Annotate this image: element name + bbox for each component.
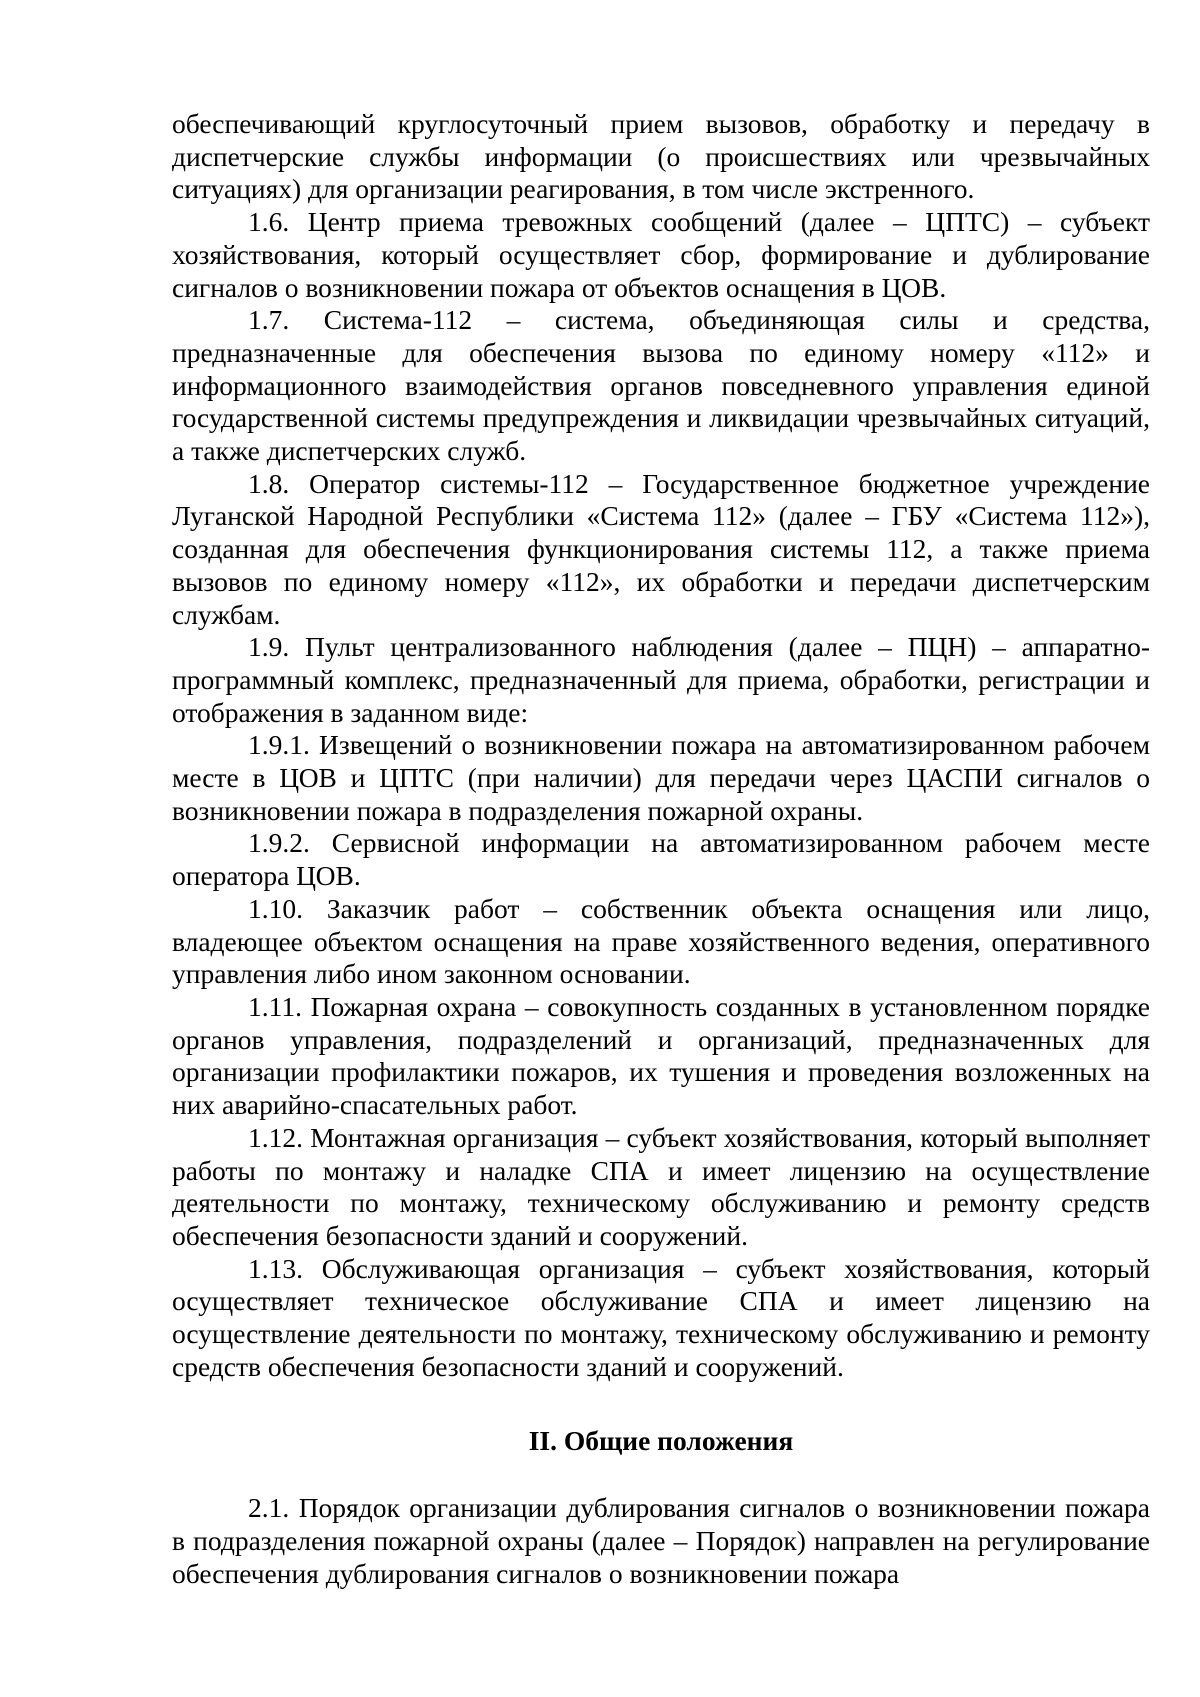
paragraph-1-12: 1.12. Монтажная организация – субъект хозяйствования, который выполняет работы по монтажу и наладке СПА и имеет лицензию на осуществление деятельности по монтажу, техническому обслуживанию и ремонту средств обеспечения безопасности зданий и сооружений.	[172, 1121, 1150, 1251]
paragraph-1-11: 1.11. Пожарная охрана – совокупность созданных в установленном порядке органов управления, подразделений и организаций, предназначенных для организации профилактики пожаров, их тушения и проведения возложенных на них аварийно-спасательных работ.	[172, 990, 1150, 1121]
paragraph-1-9: 1.9. Пульт централизованного наблюдения (далее – ПЦН) – аппаратно-программный комплекс, предназначенный для приема, обработки, регистрации и отображения в заданном виде:	[172, 631, 1150, 728]
paragraph-1-13: 1.13. Обслуживающая организация – субъект хозяйствования, который осуществляет техническое обслуживание СПА и имеет лицензию на осуществление деятельности по монтажу, техническому обслуживанию и ремонту средств обеспечения безопасности зданий и сооружений.	[172, 1252, 1150, 1382]
paragraph-1-10: 1.10. Заказчик работ – собственник объекта оснащения или лицо, владеющее объектом оснащения на праве хозяйственного ведения, оперативного управления либо ином законном основании.	[172, 892, 1150, 990]
paragraph-1-6: 1.6. Центр приема тревожных сообщений (далее – ЦПТС) – субъект хозяйствования, который осуществляет сбор, формирование и дублирование сигналов о возникновении пожара от объектов оснащения в ЦОВ.	[172, 206, 1150, 303]
paragraph-2-1: 2.1. Порядок организации дублирования сигналов о возникновении пожара в подразделения пожарной охраны (далее – Порядок) направлен на регулирование обеспечения дублирования сигналов о возникновении пожара	[172, 1492, 1150, 1589]
section-heading: II. Общие положения	[528, 1425, 794, 1457]
paragraph-1-8: 1.8. Оператор системы-112 – Государственное бюджетное учреждение Луганской Народной Республики «Система 112» (далее – ГБУ «Система 112»), созданная для обеспечения функционирования системы 112, а также приема вызовов по единому номеру «112», их обработки и передачи диспетчерским службам.	[172, 467, 1150, 630]
paragraph-continuation: обеспечивающий круглосуточный прием вызовов, обработку и передачу в диспетчерские службы информации (о происшествиях или чрезвычайных ситуациях) для организации реагирования, в том числе экстренного.	[172, 108, 1150, 205]
document-page	[172, 108, 1150, 1590]
paragraph-1-7: 1.7. Система-112 – система, объединяющая силы и средства, предназначенные для обеспечения вызова по единому номеру «112» и информационного взаимодействия органов повседневного управления единой государственной системы предупреждения и ликвидации чрезвычайных ситуаций, а также диспетчерских служб.	[172, 304, 1150, 467]
paragraph-1-9-1: 1.9.1. Извещений о возникновении пожара на автоматизированном рабочем месте в ЦОВ и ЦПТС (при наличии) для передачи через ЦАСПИ сигналов о возникновении пожара в подразделения пожарной охраны.	[172, 729, 1150, 826]
paragraph-1-9-2: 1.9.2. Сервисной информации на автоматизированном рабочем месте оператора ЦОВ.	[172, 827, 1150, 892]
